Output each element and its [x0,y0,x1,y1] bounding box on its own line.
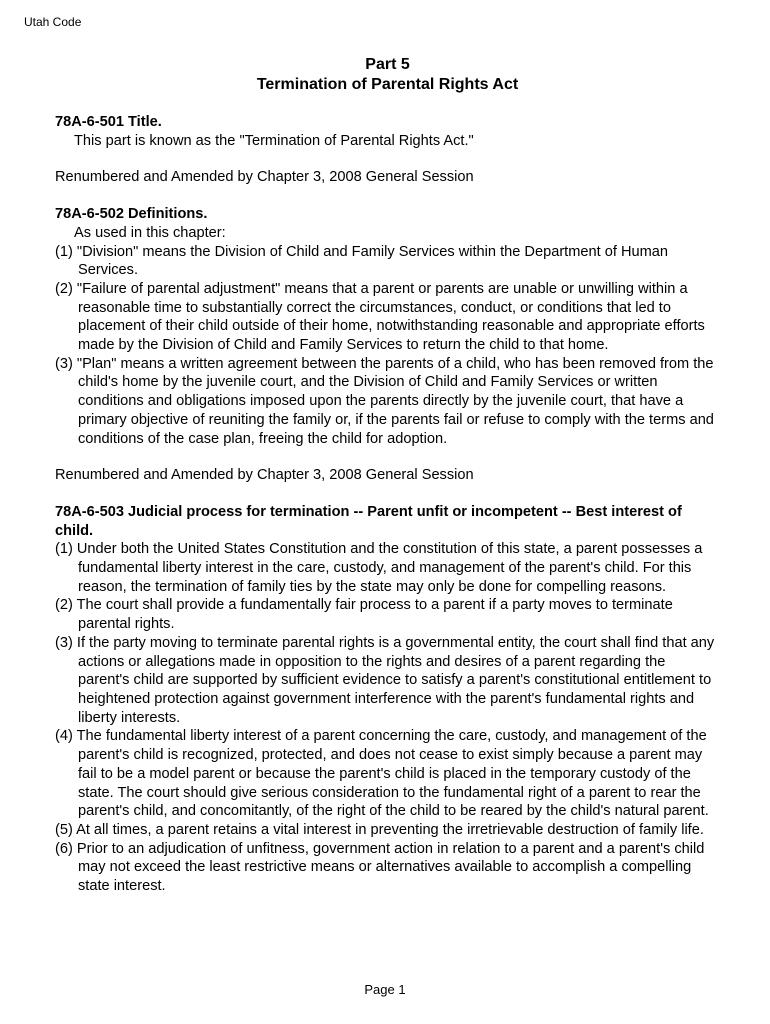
document-header: Utah Code [24,15,82,29]
section-78a-6-501 [55,113,720,187]
subsection-item: (4) The fundamental liberty interest of a parent concerning the care, custody, and management of the parent's child is recognized, protected, and does not cease to exist simply because a parent may fail to be a model parent or because the parent's child is placed in the temporary custody of the state. The court should give serious consideration to the fundamental right of a parent to rear the parent's child, and concomitantly, of the right of the child to be reared by the child's natural parent. [55,728,709,820]
subsection-item: (1) Under both the United States Constitution and the constitution of this state, a parent possesses a fundamental liberty interest in the care, custody, and management of the parent's child. For this reason, the termination of family ties by the state may only be done for compelling reasons. [55,541,703,595]
page-number: Page 1 [364,982,406,997]
section-78a-6-502 [55,205,720,485]
section-title: 78A-6-503 Judicial process for termination -- Parent unfit or incompetent -- Best interest of child. [55,503,682,539]
subsection-item: (5) At all times, a parent retains a vital interest in preventing the irretrievable destruction of family life. [55,821,704,838]
section-text: This part is known as the "Termination of Parental Rights Act." [74,132,474,149]
subsection-item: (3) If the party moving to terminate parental rights is a governmental entity, the court shall find that any actions or allegations made in opposition to the rights and desires of a parent regarding the parent's child are supported by sufficient evidence to satisfy a parent's constitutional entitlement to heightened protection against government interference with the parent's fundamental rights and liberty interests. [55,634,715,726]
history-note: Renumbered and Amended by Chapter 3, 2008 General Session [55,467,474,484]
document-body [55,55,720,896]
section-title: 78A-6-501 Title. [55,114,162,130]
part-number: Part 5 [365,56,410,73]
section-title: 78A-6-502 Definitions. [55,206,208,223]
part-title: Termination of Parental Rights Act [256,76,519,93]
definition-item: (1) "Division" means the Division of Child and Family Services within the Department of Human Services. [55,243,669,279]
definition-item: (2) "Failure of parental adjustment" means that a parent or parents are unable or unwilling within a reasonable time to substantially correct the circumstances, conduct, or conditions that led to placement of their child outside of their home, notwithstanding reasonable and appropriate efforts made by the Division of Child and Family Services to return the child to that home. [55,280,705,354]
history-note: Renumbered and Amended by Chapter 3, 2008 General Session [55,169,474,186]
section-78a-6-503 [55,503,720,896]
section-intro: As used in this chapter: [74,224,226,241]
definition-item: (3) "Plan" means a written agreement between the parents of a child, who has been removed from the child's home by the juvenile court, and the Division of Child and Family Services or written conditions and obligations imposed upon the parents directly by the juvenile court, that have a primary objective of reuniting the family or, if the parents fail or refuse to comply with the terms and conditions of the case plan, freeing the child for adoption. [55,355,714,447]
subsection-item: (2) The court shall provide a fundamentally fair process to a parent if a party moves to terminate parental rights. [55,597,673,633]
subsection-item: (6) Prior to an adjudication of unfitness, government action in relation to a parent and a parent's child may not exceed the least restrictive means or alternatives available to accomplish a compelling state interest. [55,840,705,895]
